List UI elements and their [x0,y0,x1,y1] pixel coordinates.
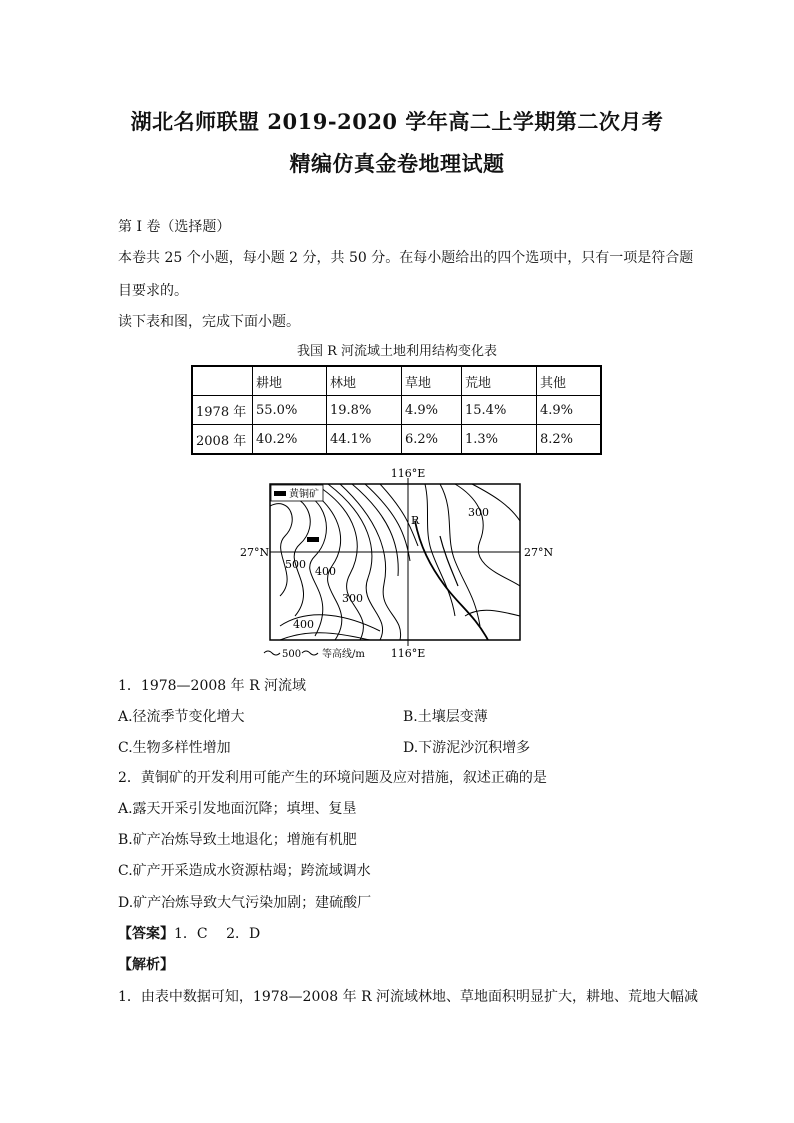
legend-mine-label: 黄铜矿 [289,489,319,500]
question-1-option-c: C.生物多样性增加 [118,740,231,756]
question-2-stem: 2．黄铜矿的开发利用可能产生的环境问题及应对措施，叙述正确的是 [118,770,547,786]
table-cell: 40.2% [253,425,327,455]
question-1-option-a: A.径流季节变化增大 [118,709,245,725]
question-2-option-d: D.矿产冶炼导致大气污染加剧；建硫酸厂 [118,895,372,911]
table-cell: 15.4% [462,396,537,425]
table-header-cell: 其他 [537,366,602,396]
table-cell: 8.2% [537,425,602,455]
table-header-row [192,366,601,396]
table-header-cell: 荒地 [462,366,537,396]
analysis-label: 【解析】 [118,957,174,973]
answer-text: 1．C 2．D [174,926,261,942]
longitude-bottom-label: 116°E [390,647,426,660]
contour-map [240,466,554,662]
legend-mine-symbol [274,491,286,496]
contour-label: 300 [342,592,363,605]
question-2-option-c: C.矿产开采造成水资源枯竭；跨流域调水 [118,863,371,879]
legend-contour-symbol [264,651,280,655]
section-intro-line2: 目要求的。 [118,283,188,299]
legend-contour-label: 等高线/m [322,649,365,660]
table-row [192,396,601,425]
table-header-cell [192,366,253,396]
document-subtitle: 精编仿真金卷地理试题 [289,151,505,176]
answer-line [118,925,260,943]
contour-label: 500 [285,558,306,571]
table-cell: 4.9% [402,396,462,425]
table-cell: 1978 年 [192,396,253,425]
table-cell: 19.8% [327,396,402,425]
table-cell: 44.1% [327,425,402,455]
legend-contour-value: 500 [282,649,302,660]
question-1-option-b: B.土壤层变薄 [403,709,488,725]
analysis-text: 1．由表中数据可知，1978—2008 年 R 河流域林地、草地面积明显扩大，耕地、荒地大幅减 [118,989,699,1005]
legend-contour-symbol [302,651,318,655]
table-caption: 我国 R 河流域土地利用结构变化表 [296,344,498,359]
question-2-option-a: A.露天开采引发地面沉降；填埋、复垦 [118,801,357,817]
latitude-right-label: 27°N [524,546,554,559]
land-use-table [191,365,602,455]
longitude-top-label: 116°E [390,467,426,480]
table-cell: 2008 年 [192,425,253,455]
table-header-cell: 耕地 [253,366,327,396]
document-title: 湖北名师联盟 2019-2020 学年高二上学期第二次月考 [130,109,664,134]
table-cell: 1.3% [462,425,537,455]
question-1-option-d: D.下游泥沙沉积增多 [403,740,531,756]
contour-label: 300 [468,506,489,519]
table-row [192,425,601,455]
copper-mine-marker [307,537,319,542]
instruction: 读下表和图，完成下面小题。 [118,314,300,330]
section-heading: 第 I 卷（选择题） [118,219,231,235]
table-cell: 4.9% [537,396,602,425]
question-1-stem: 1．1978—2008 年 R 河流域 [118,678,307,694]
table-cell: 6.2% [402,425,462,455]
latitude-left-label: 27°N [240,546,270,559]
table-header-cell: 草地 [402,366,462,396]
contour-label: 400 [293,618,314,631]
question-2-option-b: B.矿产冶炼导致土地退化；增施有机肥 [118,832,357,848]
section-intro-line1: 本卷共 25 个小题，每小题 2 分，共 50 分。在每小题给出的四个选项中，只有一项是符合题 [118,250,694,266]
river-label: R [411,514,420,527]
table-cell: 55.0% [253,396,327,425]
answer-label: 【答案】 [118,926,174,942]
table-header-cell: 林地 [327,366,402,396]
contour-label: 400 [315,565,336,578]
